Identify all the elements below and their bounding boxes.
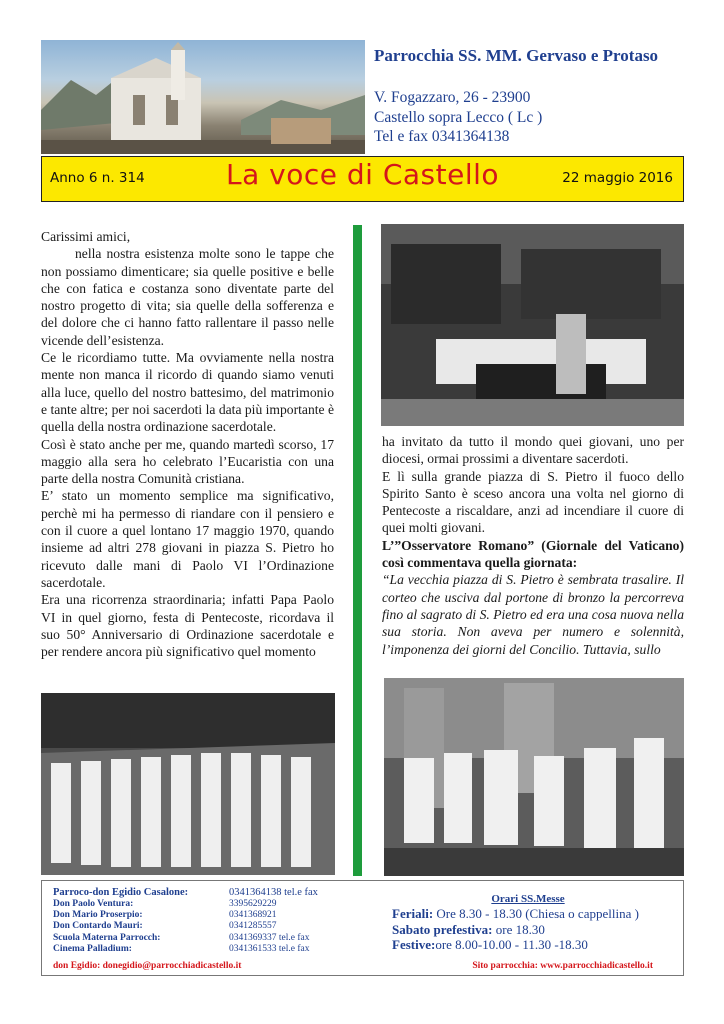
article-right-column bbox=[382, 433, 684, 658]
article-left-column bbox=[41, 228, 334, 660]
mass-weekday-value: Ore 8.30 - 18.30 (Chiesa o cappellina ) bbox=[433, 906, 639, 921]
ceremony-photo bbox=[381, 224, 684, 426]
contact-name: Parroco-don Egidio Casalone: bbox=[53, 887, 189, 898]
contact-phone: 3395629229 bbox=[229, 899, 277, 909]
mass-times bbox=[388, 893, 668, 953]
title-bar bbox=[41, 156, 684, 202]
mass-weekday-label: Feriali: bbox=[392, 906, 434, 921]
contacts-list bbox=[53, 887, 383, 955]
paragraph: E lì sulla grande piazza di S. Pietro il fuoco dello Spirito Santo è sceso ancora una volta nel giorno di Pentecoste a riscaldare, anzi ad incendiare il cuore di quei molti giovani. bbox=[382, 468, 684, 536]
church-photo bbox=[41, 40, 365, 154]
mass-saturday-value: ore 18.30 bbox=[492, 921, 545, 937]
contact-phone: 0341369337 tel.e fax bbox=[229, 932, 310, 943]
parish-info bbox=[374, 44, 694, 147]
paragraph: E’ stato un momento semplice ma significativo, perchè mi ha permesso di riandare con il pensiero e con il cuore a quel lontano 17 maggio 1970, quando insieme ad altri 278 giovani in piazza S. Pietro ho ricevuto dalle mani di Paolo VI l’Ordinazione sacerdotale. bbox=[41, 488, 334, 590]
contact-name: Don Contardo Mauri: bbox=[53, 921, 143, 932]
contact-row bbox=[53, 933, 383, 944]
mass-times-title: Orari SS.Messe bbox=[491, 893, 565, 905]
contact-row bbox=[53, 887, 383, 899]
quote-text: “La vecchia piazza di S. Pietro è sembrata trasalire. Il corteo che usciva dal portone di bronzo la percorreva fino al sagrato di S. Pietro ed era una cosa nuova nella sua storia. Non aveva per numero e solennità, l’imponenza dei giorni del Concilio. Tuttavia, sullo bbox=[382, 572, 684, 657]
paragraph: Era una ricorrenza straordinaria; infatti Papa Paolo VI in quel giorno, festa di Pentecoste, ricordava il suo 50° Anniversario di Ordinazione sacerdotale e per rendere ancora più significativo quel momento bbox=[41, 592, 334, 660]
paragraph: nella nostra esistenza molte sono le tappe che non possiamo dimenticare; sia quelle positive e belle che con fatica e costanza sono diventate parte del nostro progetto di vita; sia quelle della sofferenza e del dolore che ci hanno fatto rallentare il passo nelle vicende dell’esistenza. bbox=[41, 246, 334, 348]
issue-number: Anno 6 n. 314 bbox=[50, 170, 145, 186]
phone-line: Tel e fax 0341364138 bbox=[374, 128, 510, 145]
newspaper-title: La voce di Castello bbox=[225, 158, 500, 191]
mass-weekday bbox=[392, 906, 668, 922]
paragraph: Così è stato anche per me, quando martedì scorso, 17 maggio alla sera ho celebrato l’Eucaristia con una parte della nostra Comunità cristiana. bbox=[41, 436, 334, 487]
address-city: Castello sopra Lecco ( Lc ) bbox=[374, 108, 543, 126]
paragraph: ha invitato da tutto il mondo quei giovani, uno per diocesi, ormai prossimi a diventare sacerdoti. bbox=[382, 434, 684, 467]
contact-row bbox=[53, 910, 383, 921]
contact-name: Don Paolo Ventura: bbox=[53, 899, 134, 909]
contact-phone: 0341361533 tel.e fax bbox=[229, 943, 310, 954]
contact-phone: 0341285557 bbox=[229, 921, 277, 932]
contact-name: Scuola Materna Parrocch: bbox=[53, 932, 161, 943]
contact-phone: 0341364138 tel.e fax bbox=[229, 887, 318, 898]
website-link[interactable]: Sito parrocchia: www.parrocchiadicastello.it bbox=[472, 961, 653, 971]
mass-saturday-label: Sabato prefestiva: bbox=[392, 921, 493, 937]
ordination-procession-photo bbox=[384, 678, 684, 876]
column-divider bbox=[353, 225, 362, 876]
address-street: V. Fogazzaro, 26 - 23900 bbox=[374, 89, 531, 106]
mass-saturday bbox=[392, 922, 668, 938]
parish-name: Parrocchia SS. MM. Gervaso e Protaso bbox=[374, 46, 659, 65]
contact-row bbox=[53, 944, 383, 955]
issue-date: 22 maggio 2016 bbox=[562, 170, 673, 186]
contact-row bbox=[53, 899, 383, 910]
contact-row bbox=[53, 921, 383, 932]
contact-name: Cinema Palladium: bbox=[53, 943, 132, 954]
email-link[interactable]: don Egidio: donegidio@parrocchiadicastello.it bbox=[53, 961, 242, 971]
contact-name: Don Mario Proserpio: bbox=[53, 910, 143, 921]
contact-phone: 0341368921 bbox=[229, 910, 277, 921]
mass-holiday-label: Festive: bbox=[392, 937, 436, 952]
greeting: Carissimi amici, bbox=[41, 229, 131, 244]
mass-holiday-value: ore 8.00-10.00 - 11.30 -18.30 bbox=[435, 937, 588, 952]
paragraph: Ce le ricordiamo tutte. Ma ovviamente nella nostra mente non manca il ricordo di quando siamo venuti alla luce, quello del nostro battesimo, del matrimonio e tante altre; per noi sacerdoti la data più importante è quella della nostra ordinazione sacerdotale. bbox=[41, 350, 334, 435]
quote-heading: L’”Osservatore Romano” (Giornale del Vaticano) così commentava quella giornata: bbox=[382, 537, 684, 571]
ordinands-crowd-photo bbox=[41, 693, 335, 875]
footer-box bbox=[41, 880, 684, 976]
mass-holiday bbox=[392, 937, 668, 953]
